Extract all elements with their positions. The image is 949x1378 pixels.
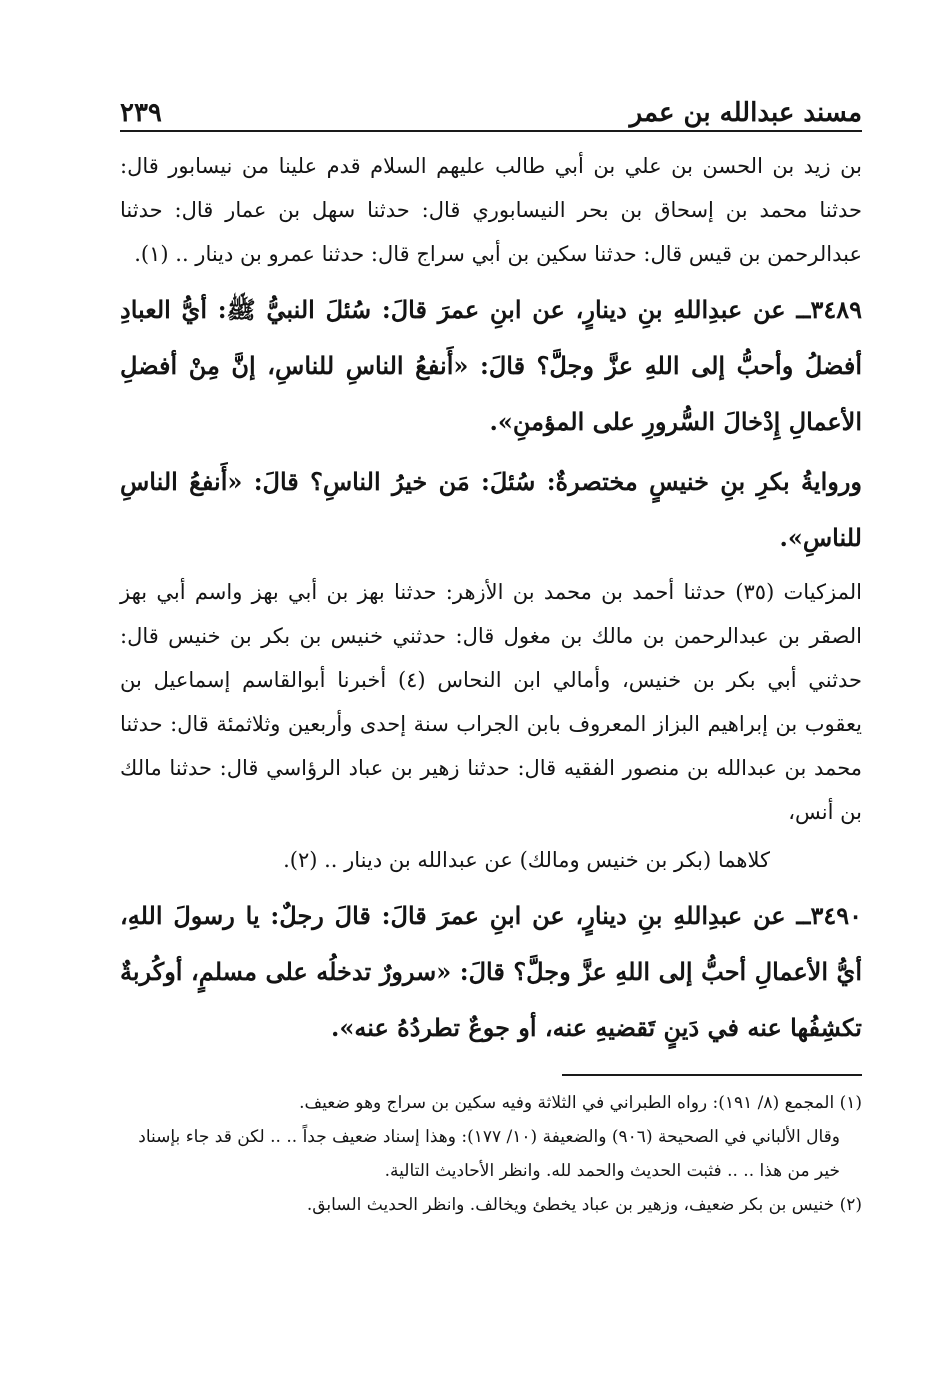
hadith-3490: ٣٤٩٠ــ عن عبدِاللهِ بنِ دينارٍ، عن ابنِ عمرَ قالَ: قالَ رجلٌ: يا رسولَ اللهِ، أيُّ الأعمالِ أحبُّ إلى اللهِ عزَّ وجلَّ؟ قالَ: «سرورٌ تدخلُه على مسلمٍ، أوكُربةٌ تكشِفُها عنه في دَينٍ تَقضيهِ عنه، أو جوعٌ تطردُهُ عنه». — [120, 901, 862, 1042]
isnad-paragraph-3: كلاهما (بكر بن خنيس ومالك) عن عبدالله بن دينار .. (٢). — [283, 848, 770, 872]
footnote-separator — [562, 1074, 862, 1076]
page-header — [120, 88, 862, 132]
running-title: مسند عبدالله بن عمر — [629, 98, 862, 128]
footnote-2: (٢) خنيس بن بكر ضعيف، وزهير بن عباد يخطئ ويخالف. وانظر الحديث السابق. — [306, 1195, 862, 1215]
main-text — [120, 144, 862, 1056]
footnotes — [120, 1086, 862, 1222]
hadith-3489: ٣٤٨٩ــ عن عبدِاللهِ بنِ دينارٍ، عن ابنِ عمرَ قالَ: سُئلَ النبيُّ ﷺ: أيُّ العبادِ أفضلُ وأحبُّ إلى اللهِ عزَّ وجلَّ؟ قالَ: «أَنفعُ الناسِ للناسِ، إنَّ مِنْ أفضلِ الأعمالِ إِدْخالَ السُّرورِ على المؤمنِ». — [120, 295, 862, 436]
isnad-paragraph-2: المزكيات (٣٥) حدثنا أحمد بن محمد بن الأزهر: حدثنا بهز بن أبي بهز واسم أبي بهز الصقر بن عبدالرحمن بن مالك بن مغول قال: حدثني خنيس بن بكر بن خنيس قال: حدثني أبي بكر بن خنيس، وأمالي ابن النحاس (٤) أخبرنا أبوالقاسم إسماعيل بن يعقوب بن إبراهيم البزاز المعروف بابن الجراب سنة إحدى وأربعين وثلاثمئة قال: حدثنا محمد بن عبدالله بن منصور الفقيه قال: حدثنا زهير بن عباد الرؤاسي قال: حدثنا مالك بن أنس، — [120, 580, 862, 824]
footnote-1-continuation: وقال الألباني في الصحيحة (٩٠٦) والضعيفة (١٠/ ١٧٧): وهذا إسناد ضعيف جداً .. .. لكن قد جاء بإسناد خير من هذا .. .. فثبت الحديث والحمد لله. وانظر الأحاديث التالية. — [138, 1127, 840, 1181]
riwaya-paragraph: وروايةُ بكرِ بنِ خنيسٍ مختصرةٌ: سُئلَ: مَن خيرُ الناسِ؟ قالَ: «أَنفعُ الناسِ للناسِ». — [120, 467, 863, 552]
isnad-paragraph-1: بن زيد بن الحسن بن علي بن أبي طالب عليهم السلام قدم علينا من نيسابور قال: حدثنا محمد بن إسحاق بن بحر النيسابوري قال: حدثنا سهل بن عمار قال: حدثنا عبدالرحمن بن قيس قال: حدثنا سكين بن أبي سراج قال: حدثنا عمرو بن دينار .. (١). — [120, 154, 862, 266]
book-page — [120, 88, 862, 1222]
page-number: ٢٣٩ — [120, 98, 162, 128]
footnote-1: (١) المجمع (٨/ ١٩١): رواه الطبراني في الثلاثة وفيه سكين بن سراج وهو ضعيف. — [299, 1093, 862, 1113]
